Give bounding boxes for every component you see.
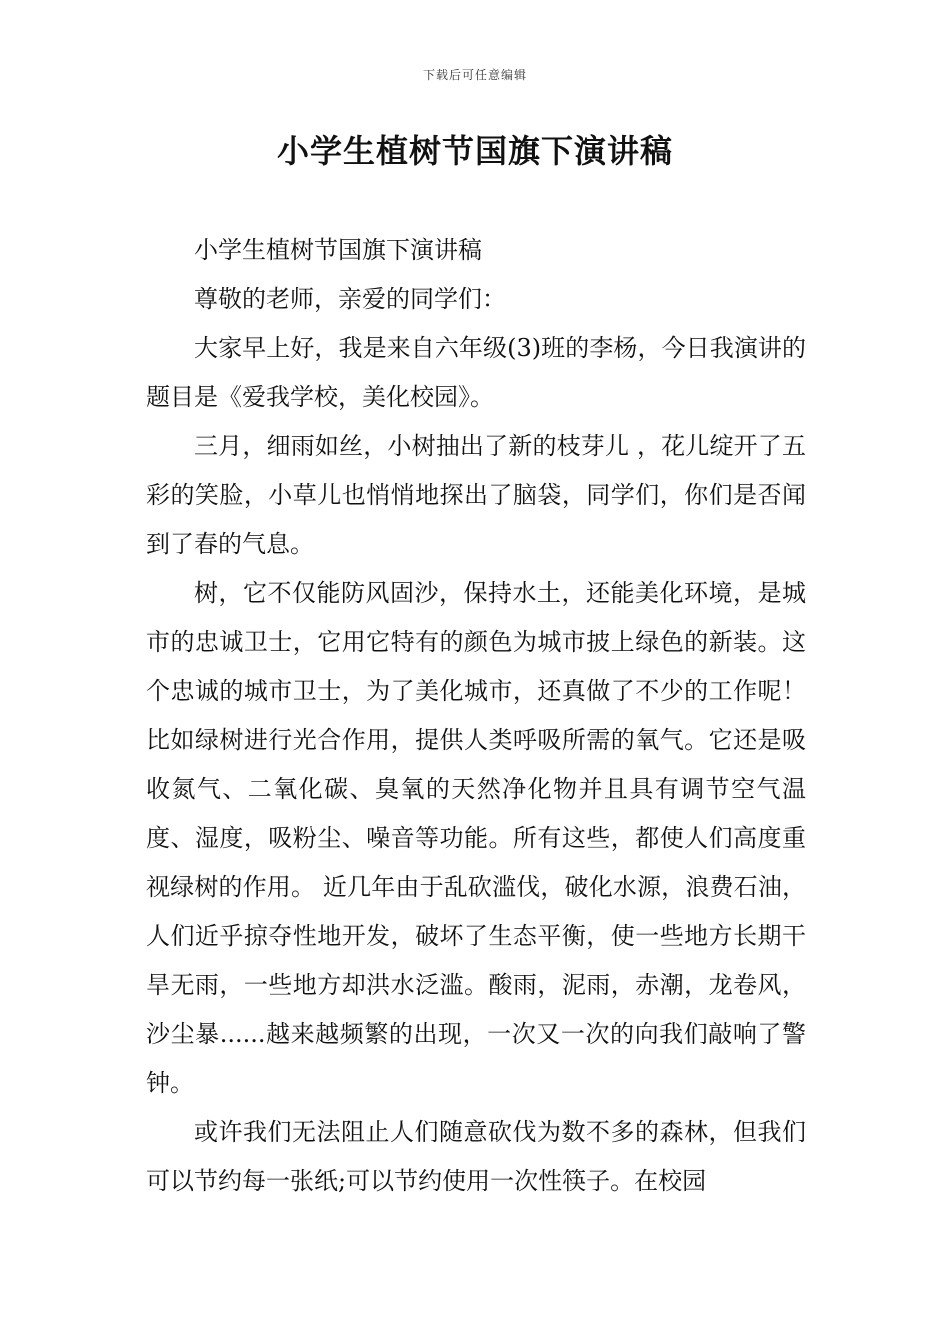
paragraph-spring: 三月，细雨如丝，小树抽出了新的枝芽儿 ，花儿绽开了五彩的笑脸，小草儿也悄悄地探出了脑袋，同学们，你们是否闻到了春的气息。 <box>146 432 806 558</box>
paragraph-trees: 树，它不仅能防风固沙，保持水土，还能美化环境，是城市的忠诚卫士，它用它特有的颜色为城市披上绿色的新装。这个忠诚的城市卫士，为了美化城市，还真做了不少的工作呢！比如绿树进行光合作用，提供人类呼吸所需的氧气。它还是吸收氮气、二氧化碳、臭氧的天然净化物并且具有调节空气温度、湿度，吸粉尘、噪音等功能。所有这些，都使人们高度重视绿树的作用。 近几年由于乱砍滥伐，破化水源，浪费石油，人们近乎掠夺性地开发，破坏了生态平衡，使一些地方长期干旱无雨，一些地方却洪水泛滥。酸雨，泥雨，赤潮，龙卷风，沙尘暴......越来越频繁的出现，一次又一次的向我们敲响了警钟。 <box>146 579 806 1097</box>
header-note: 下载后可任意编辑 <box>422 68 527 82</box>
document-body <box>146 226 806 1206</box>
document-title: 小学生植树节国旗下演讲稿 <box>276 132 673 170</box>
paragraph-action: 或许我们无法阻止人们随意砍伐为数不多的森林，但我们可以节约每一张纸;可以节约使用一次性筷子。在校园 <box>146 1118 806 1195</box>
paragraph-subtitle: 小学生植树节国旗下演讲稿 <box>194 236 482 264</box>
paragraph-greeting: 大家早上好，我是来自六年级(3)班的李杨，今日我演讲的题目是《爱我学校，美化校园》。 <box>146 334 806 411</box>
paragraph-salutation: 尊敬的老师，亲爱的同学们： <box>194 285 506 313</box>
